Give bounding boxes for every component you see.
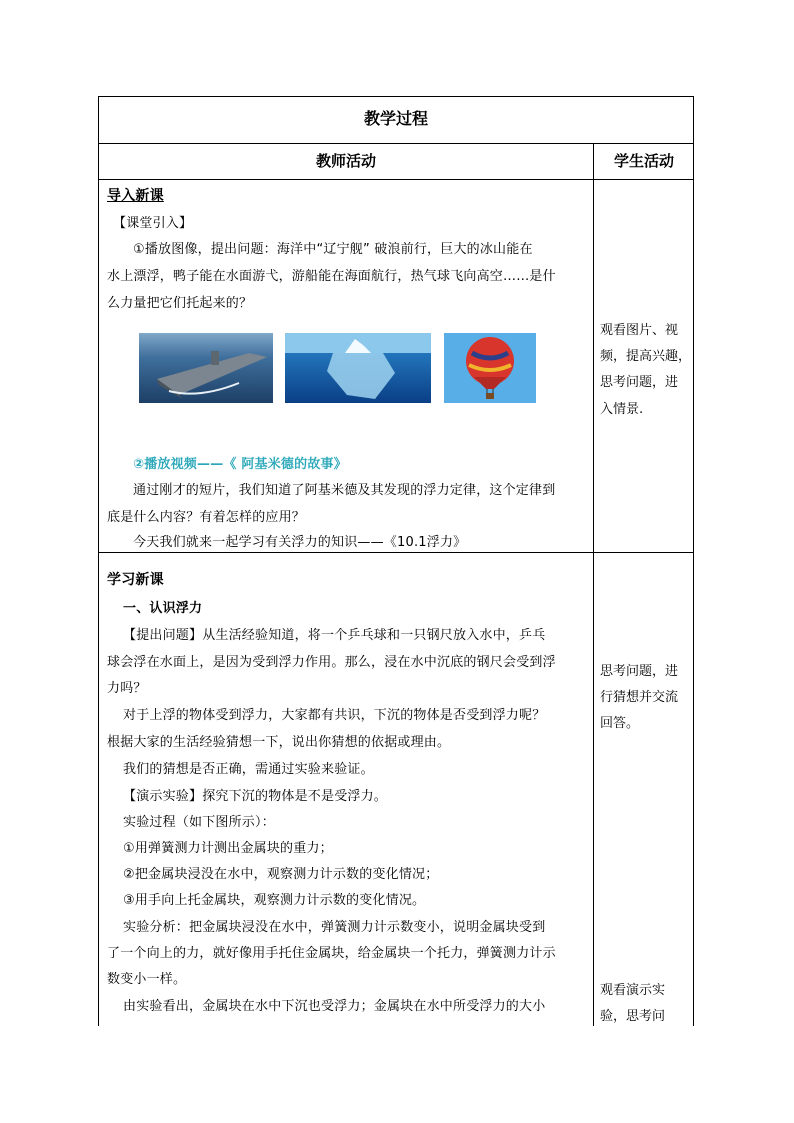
- paragraph-line: 我们的猜想是否正确，需通过实验来验证。: [123, 762, 374, 777]
- student-note-line: 思考问题，进: [600, 375, 679, 390]
- student-note-line: 观看图片、视: [600, 323, 679, 338]
- step-item: ①用弹簧测力计测出金属块的重力；: [123, 841, 333, 856]
- paragraph-line: 力吗？: [107, 681, 147, 696]
- subheading: 一、认识浮力: [123, 601, 203, 616]
- section-heading-intro: 导入新课: [107, 188, 164, 204]
- student-note-line: 验，思考问: [600, 1009, 666, 1024]
- video-link[interactable]: ②播放视频——《 阿基米德的故事》: [133, 457, 347, 472]
- paragraph-line: 通过刚才的短片，我们知道了阿基米德及其发现的浮力定律，这个定律到: [133, 483, 556, 498]
- paragraph-line: 对于上浮的物体受到浮力，大家都有共识，下沉的物体是否受到浮力呢？: [123, 708, 546, 723]
- column-divider: [593, 143, 594, 1026]
- paragraph-line: 数变小一样。: [107, 972, 187, 987]
- paragraph-line: 水上漂浮，鸭子能在水面游弋，游船能在海面航行，热气球飞向高空……是什: [107, 269, 556, 284]
- student-note-line: 频，提高兴趣，: [600, 349, 692, 364]
- student-note-line: 思考问题，进: [600, 664, 679, 679]
- hot-air-balloon-image: [444, 333, 536, 403]
- paragraph-line: 么力量把它们托起来的？: [107, 296, 253, 311]
- paragraph-line: 了一个向上的力，就好像用手托住金属块，给金属块一个托力，弹簧测力计示: [107, 946, 556, 961]
- student-note-line: 观看演示实: [600, 983, 666, 998]
- aircraft-carrier-image: [139, 333, 273, 403]
- paragraph-line: 【演示实验】探究下沉的物体是不是受浮力。: [123, 789, 388, 804]
- iceberg-image: [285, 333, 431, 403]
- row-divider: [99, 552, 693, 553]
- question-tag: 【提出问题】: [123, 628, 203, 643]
- paragraph-line: 实验分析：把金属块浸没在水中，弹簧测力计示数变小，说明金属块受到: [123, 920, 546, 935]
- paragraph-line: 底是什么内容？有着怎样的应用？: [107, 510, 306, 525]
- divider: [99, 143, 693, 144]
- paragraph-line: 由实验看出，金属块在水中下沉也受浮力；金属块在水中所受浮力的大小: [123, 999, 546, 1014]
- paragraph-line: 今天我们就来一起学习有关浮力的知识——《10.1浮力》: [133, 535, 467, 550]
- demo-tag: 【演示实验】: [123, 789, 203, 804]
- table-title: 教学过程: [363, 109, 428, 128]
- student-note-line: 入情景.: [600, 402, 644, 417]
- paragraph-line: 【提出问题】从生活经验知道，将一个乒乓球和一只钢尺放入水中，乒乓: [123, 628, 546, 643]
- step-item: ②把金属块浸没在水中，观察测力计示数的变化情况；: [123, 867, 439, 882]
- teaching-process-table: [98, 96, 694, 1026]
- subheading: 【课堂引入】: [113, 216, 193, 231]
- paragraph-line: 实验过程（如下图所示）：: [123, 815, 275, 830]
- paragraph-line: 根据大家的生活经验猜想一下，说出你猜想的依据或理由。: [107, 735, 451, 750]
- step-item: ③用手向上托金属块，观察测力计示数的变化情况。: [123, 893, 426, 908]
- student-note-line: 回答。: [600, 716, 640, 731]
- student-note-line: 行猜想并交流: [600, 690, 679, 705]
- divider: [99, 179, 693, 180]
- paragraph-line: ①播放图像，提出问题：海洋中“辽宁舰” 破浪前行，巨大的冰山能在: [133, 242, 533, 257]
- paragraph-line: 球会浮在水面上，是因为受到浮力作用。那么，浸在水中沉底的钢尺会受到浮: [107, 655, 556, 670]
- student-activity-header: 学生活动: [613, 152, 674, 170]
- teacher-activity-header: 教师活动: [315, 152, 376, 170]
- section-heading-new-lesson: 学习新课: [107, 572, 164, 588]
